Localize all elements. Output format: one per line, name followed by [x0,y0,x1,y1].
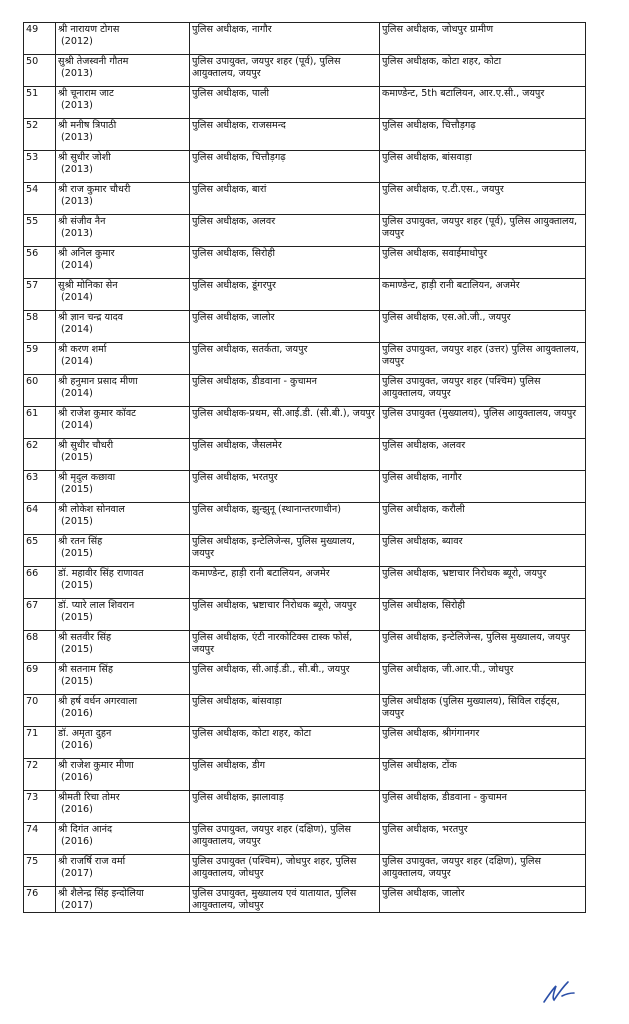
row-number: 60 [24,375,56,407]
row-number: 76 [24,887,56,913]
table-row [24,215,586,247]
batch-year: (2015) [61,547,93,559]
batch-year: (2014) [61,323,93,335]
batch-year: (2014) [61,259,93,271]
new-posting: पुलिस उपायुक्त, जयपुर शहर (पश्चिम) पुलिस आयुक्तालय, जयपुर [380,375,586,407]
table-row [24,23,586,55]
officer-name: श्री लोकेश सोनवाल [58,504,125,515]
officer-cell [56,471,190,503]
batch-year: (2013) [61,227,93,239]
officer-name: सुश्री तेजस्वनी गौतम [58,56,129,67]
officer-name: श्री मृदुल कछावा [58,472,116,483]
table-row [24,855,586,887]
current-posting: पुलिस अधीक्षक, कोटा शहर, कोटा [190,727,380,759]
batch-year: (2015) [61,515,93,527]
table-row [24,791,586,823]
current-posting: पुलिस अधीक्षक, एंटी नारकोटिक्स टास्क फोर्स, जयपुर [190,631,380,663]
officer-cell [56,887,190,913]
table-row [24,343,586,375]
current-posting: पुलिस अधीक्षक, राजसमन्द [190,119,380,151]
officer-cell [56,727,190,759]
table-row [24,823,586,855]
current-posting: पुलिस अधीक्षक, चित्तौड़गढ़ [190,151,380,183]
row-number: 62 [24,439,56,471]
table-row [24,247,586,279]
batch-year: (2015) [61,643,93,655]
row-number: 57 [24,279,56,311]
officer-cell [56,55,190,87]
new-posting: पुलिस अधीक्षक, करौली [380,503,586,535]
officer-name: डॉ. अमृता दुहन [58,728,112,739]
current-posting: पुलिस अधीक्षक, भ्रष्टाचार निरोधक ब्यूरो, जयपुर [190,599,380,631]
current-posting: पुलिस उपायुक्त, जयपुर शहर (दक्षिण), पुलिस आयुक्तालय, जयपुर [190,823,380,855]
row-number: 70 [24,695,56,727]
row-number: 58 [24,311,56,343]
officer-cell [56,407,190,439]
row-number: 75 [24,855,56,887]
row-number: 71 [24,727,56,759]
current-posting: पुलिस अधीक्षक, बारां [190,183,380,215]
officer-name: श्री राजेश कुमार मीणा [58,760,134,771]
batch-year: (2013) [61,195,93,207]
current-posting: पुलिस अधीक्षक, बांसवाड़ा [190,695,380,727]
batch-year: (2015) [61,483,93,495]
officer-name: श्रीमती रिचा तोमर [58,792,120,803]
table-row [24,183,586,215]
officer-cell [56,151,190,183]
table-row [24,759,586,791]
officer-name: श्री दिगंत आनंद [58,824,113,835]
new-posting: पुलिस अधीक्षक, कोटा शहर, कोटा [380,55,586,87]
new-posting: पुलिस अधीक्षक, सवाईमाधोपुर [380,247,586,279]
current-posting: पुलिस अधीक्षक, झुन्झुनू (स्थानान्तरणाधीन) [190,503,380,535]
batch-year: (2016) [61,803,93,815]
officer-name: डॉ. महावीर सिंह राणावत [58,568,144,579]
officer-name: श्री हर्ष वर्धन अगरवाला [58,696,138,707]
row-number: 56 [24,247,56,279]
new-posting: पुलिस अधीक्षक, अलवर [380,439,586,471]
officer-cell [56,87,190,119]
current-posting: पुलिस उपायुक्त (पश्चिम), जोधपुर शहर, पुलिस आयुक्तालय, जोधपुर [190,855,380,887]
table-row [24,55,586,87]
officer-cell [56,439,190,471]
officer-name: सुश्री मोनिका सेन [58,280,118,291]
officer-cell [56,855,190,887]
officer-cell [56,183,190,215]
officer-name: श्री रतन सिंह [58,536,103,547]
current-posting: पुलिस अधीक्षक, इन्टेलिजेन्स, पुलिस मुख्यालय, जयपुर [190,535,380,567]
officer-cell [56,503,190,535]
officer-cell [56,695,190,727]
table-row [24,279,586,311]
signature-mark [538,976,578,1006]
officer-cell [56,759,190,791]
new-posting: पुलिस उपायुक्त (मुख्यालय), पुलिस आयुक्तालय, जयपुर [380,407,586,439]
officer-cell [56,599,190,631]
new-posting: पुलिस अधीक्षक, एस.ओ.जी., जयपुर [380,311,586,343]
batch-year: (2014) [61,355,93,367]
new-posting: पुलिस उपायुक्त, जयपुर शहर (उत्तर) पुलिस आयुक्तालय, जयपुर [380,343,586,375]
table-row [24,311,586,343]
new-posting: पुलिस अधीक्षक (पुलिस मुख्यालय), सिविल राईट्स, जयपुर [380,695,586,727]
current-posting: पुलिस उपायुक्त, मुख्यालय एवं यातायात, पुलिस आयुक्तालय, जोधपुर [190,887,380,913]
row-number: 67 [24,599,56,631]
officer-name: श्री सुधीर चौधरी [58,440,114,451]
row-number: 51 [24,87,56,119]
table-row [24,119,586,151]
new-posting: कमाण्डेन्ट, हाड़ी रानी बटालियन, अजमेर [380,279,586,311]
new-posting: पुलिस अधीक्षक, चित्तौड़गढ़ [380,119,586,151]
new-posting: पुलिस उपायुक्त, जयपुर शहर (पूर्व), पुलिस आयुक्तालय, जयपुर [380,215,586,247]
officer-cell [56,567,190,599]
officer-cell [56,23,190,55]
batch-year: (2012) [61,35,93,47]
officer-cell [56,279,190,311]
current-posting: पुलिस अधीक्षक-प्रथम, सी.आई.डी. (सी.बी.), जयपुर [190,407,380,439]
officer-name: श्री शैलेन्द्र सिंह इन्दोलिया [58,888,144,899]
row-number: 66 [24,567,56,599]
table-row [24,503,586,535]
row-number: 64 [24,503,56,535]
officer-name: श्री अनिल कुमार [58,248,115,259]
table-row [24,87,586,119]
new-posting: पुलिस अधीक्षक, डीडवाना - कुचामन [380,791,586,823]
batch-year: (2013) [61,67,93,79]
officer-name: श्री सतनाम सिंह [58,664,113,675]
current-posting: पुलिस अधीक्षक, नागौर [190,23,380,55]
row-number: 63 [24,471,56,503]
batch-year: (2013) [61,99,93,111]
row-number: 59 [24,343,56,375]
new-posting: पुलिस अधीक्षक, श्रीगंगानगर [380,727,586,759]
new-posting: पुलिस अधीक्षक, जी.आर.पी., जोधपुर [380,663,586,695]
table-row [24,599,586,631]
batch-year: (2016) [61,835,93,847]
officer-name: श्री ज्ञान चन्द्र यादव [58,312,124,323]
row-number: 61 [24,407,56,439]
row-number: 55 [24,215,56,247]
table-row [24,567,586,599]
batch-year: (2017) [61,899,93,911]
officer-name: श्री हनुमान प्रसाद मीणा [58,376,138,387]
officer-cell [56,247,190,279]
batch-year: (2015) [61,451,93,463]
officer-cell [56,375,190,407]
row-number: 52 [24,119,56,151]
row-number: 74 [24,823,56,855]
current-posting: पुलिस अधीक्षक, डीडवाना - कुचामन [190,375,380,407]
batch-year: (2017) [61,867,93,879]
row-number: 73 [24,791,56,823]
officer-name: श्री करण शर्मा [58,344,107,355]
batch-year: (2014) [61,387,93,399]
new-posting: पुलिस अधीक्षक, भरतपुर [380,823,586,855]
new-posting: कमाण्डेन्ट, 5th बटालियन, आर.ए.सी., जयपुर [380,87,586,119]
row-number: 54 [24,183,56,215]
current-posting: पुलिस अधीक्षक, झालावाड़ [190,791,380,823]
new-posting: पुलिस अधीक्षक, भ्रष्टाचार निरोधक ब्यूरो, जयपुर [380,567,586,599]
batch-year: (2015) [61,579,93,591]
current-posting: पुलिस उपायुक्त, जयपुर शहर (पूर्व), पुलिस आयुक्तालय, जयपुर [190,55,380,87]
batch-year: (2015) [61,675,93,687]
batch-year: (2014) [61,291,93,303]
officer-name: श्री मनीष त्रिपाठी [58,120,117,131]
table-row [24,663,586,695]
table-row [24,439,586,471]
new-posting: पुलिस अधीक्षक, बांसवाड़ा [380,151,586,183]
batch-year: (2015) [61,611,93,623]
batch-year: (2013) [61,163,93,175]
row-number: 69 [24,663,56,695]
officer-cell [56,631,190,663]
officer-cell [56,791,190,823]
current-posting: पुलिस अधीक्षक, डीग [190,759,380,791]
table-row [24,471,586,503]
new-posting: पुलिस अधीक्षक, सिरोही [380,599,586,631]
officer-name: श्री सुधीर जोशी [58,152,111,163]
table-row [24,375,586,407]
table-row [24,151,586,183]
batch-year: (2014) [61,419,93,431]
new-posting: पुलिस अधीक्षक, इन्टेलिजेन्स, पुलिस मुख्यालय, जयपुर [380,631,586,663]
current-posting: पुलिस अधीक्षक, सिरोही [190,247,380,279]
officer-cell [56,663,190,695]
current-posting: कमाण्डेन्ट, हाड़ी रानी बटालियन, अजमेर [190,567,380,599]
officer-cell [56,215,190,247]
new-posting: पुलिस अधीक्षक, टोंक [380,759,586,791]
officer-name: श्री राज कुमार चौधरी [58,184,131,195]
row-number: 53 [24,151,56,183]
officer-name: श्री चूनाराम जाट [58,88,114,99]
current-posting: पुलिस अधीक्षक, जैसलमेर [190,439,380,471]
new-posting: पुलिस अधीक्षक, जालोर [380,887,586,913]
officer-name: श्री राजेश कुमार कॉवट [58,408,137,419]
row-number: 50 [24,55,56,87]
row-number: 68 [24,631,56,663]
new-posting: पुलिस अधीक्षक, जोधपुर ग्रामीण [380,23,586,55]
officer-cell [56,311,190,343]
officer-cell [56,343,190,375]
batch-year: (2016) [61,739,93,751]
table-row [24,887,586,913]
row-number: 49 [24,23,56,55]
table-row [24,727,586,759]
table-row [24,631,586,663]
current-posting: पुलिस अधीक्षक, अलवर [190,215,380,247]
transfer-table [23,22,586,913]
current-posting: पुलिस अधीक्षक, डूंगरपुर [190,279,380,311]
row-number: 65 [24,535,56,567]
new-posting: पुलिस अधीक्षक, ब्यावर [380,535,586,567]
new-posting: पुलिस अधीक्षक, ए.टी.एस., जयपुर [380,183,586,215]
officer-name: श्री संजीव नैन [58,216,106,227]
new-posting: पुलिस अधीक्षक, नागौर [380,471,586,503]
officer-name: डॉ. प्यारे लाल शिवरान [58,600,135,611]
batch-year: (2016) [61,707,93,719]
current-posting: पुलिस अधीक्षक, सतर्कता, जयपुर [190,343,380,375]
officer-cell [56,535,190,567]
current-posting: पुलिस अधीक्षक, जालोर [190,311,380,343]
officer-name: श्री नारायण टोगस [58,24,120,35]
table-row [24,695,586,727]
current-posting: पुलिस अधीक्षक, पाली [190,87,380,119]
row-number: 72 [24,759,56,791]
officer-cell [56,119,190,151]
new-posting: पुलिस उपायुक्त, जयपुर शहर (दक्षिण), पुलिस आयुक्तालय, जयपुर [380,855,586,887]
batch-year: (2016) [61,771,93,783]
transfer-table-body [24,23,586,913]
current-posting: पुलिस अधीक्षक, भरतपुर [190,471,380,503]
table-row [24,535,586,567]
table-row [24,407,586,439]
officer-name: श्री राजर्षि राज वर्मा [58,856,126,867]
officer-name: श्री सतवीर सिंह [58,632,112,643]
officer-cell [56,823,190,855]
batch-year: (2013) [61,131,93,143]
current-posting: पुलिस अधीक्षक, सी.आई.डी., सी.बी., जयपुर [190,663,380,695]
